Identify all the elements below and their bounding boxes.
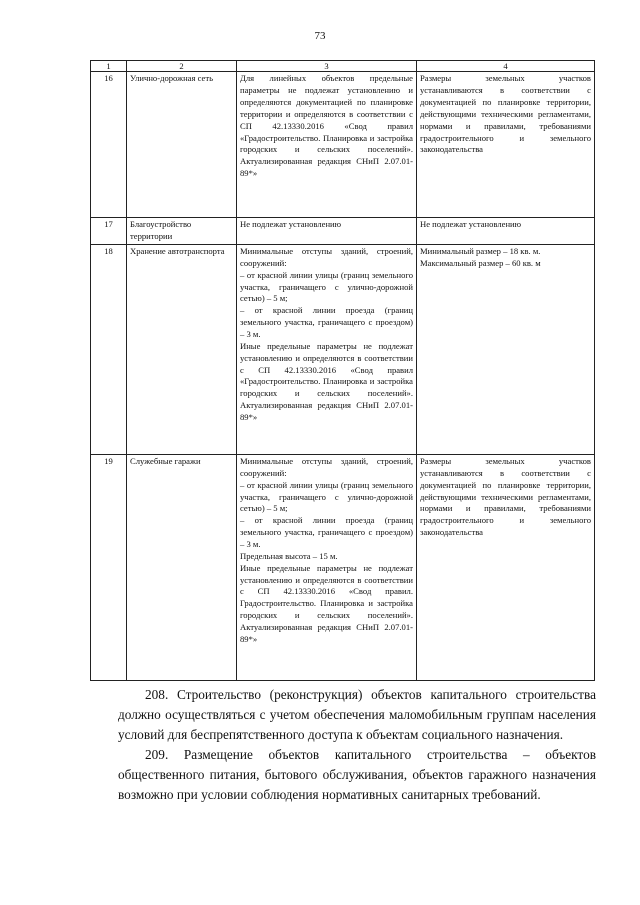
table-header-row [91,61,595,72]
header-cell: 1 [91,61,127,72]
plot-size-cell [417,455,595,681]
parameters-text: Не подлежат установлению [240,219,342,230]
plot-size-text: Максимальный размер – 60 кв. м [420,257,541,268]
table-row [91,245,595,455]
use-type-name: Улично-дорожная сеть [127,72,237,218]
page-number: 73 [314,30,326,42]
parameters-text: Минимальные отступы зданий, строений, сооружений: [240,456,413,478]
parameters-text: – от красной линии улицы (границ земельного участка, граничащего с улично-дорожной сетью) – 5 м; [240,269,413,304]
plot-size-text: Минимальный размер – 18 кв. м. [420,246,541,257]
table-row [91,218,595,245]
plot-size-text: Не подлежат установлению [420,219,522,230]
table-row [91,455,595,681]
body-text [118,685,596,805]
header-cell: 2 [127,61,237,72]
plot-size-text: Размеры земельных участков устанавливаются в соответствии с документацией по планировке территории, действующими техническими регламентами, нормами и правилами, требованиями градостроительного и земельного законодательства [420,73,591,155]
parameters-text: Иные предельные параметры не подлежат установлению и определяются в соответствии с СП 42.13330.2016 «Свод правил. Градостроительство. Планировка и застройка городских и сельских поселений». Актуализированная редакция СНиП 2.07.01-89*» [240,562,413,644]
use-type-name: Благоустройство территории [127,218,237,245]
table-row [91,72,595,218]
regulations-table [90,60,595,681]
parameters-text: – от красной линии улицы (границ земельного участка, граничащего с улично-дорожной сетью) – 5 м; [240,479,413,514]
use-type-name: Служебные гаражи [127,455,237,681]
parameters-text: – от красной линии проезда (границ земельного участка, граничащего с проездом) – 3 м. [240,515,413,550]
plot-size-cell [417,245,595,455]
row-number: 17 [91,218,127,245]
parameters-text: Иные предельные параметры не подлежат установлению и определяются в соответствии с СП 42.13330.2016 «Свод правил «Градостроительство. Планировка и застройка городских и сельских поселений». Актуализированная редакция СНиП 2.07.01-89*» [240,340,413,423]
plot-size-cell [417,72,595,218]
row-number: 18 [91,245,127,455]
parameters-cell [237,72,417,218]
parameters-text: Предельная высота – 15 м. [240,550,338,561]
parameters-text: – от красной линии проезда (границ земельного участка, граничащего с проездом) – 3 м. [240,305,413,340]
paragraph-209: 209. Размещение объектов капитального строительства – объектов общественного питания, бытового обслуживания, объектов гаражного назначения возможно при условии соблюдения нормативных санитарных требований. [118,746,596,802]
header-cell: 3 [237,61,417,72]
row-number: 16 [91,72,127,218]
header-cell: 4 [417,61,595,72]
plot-size-text: Размеры земельных участков устанавливаются в соответствии с документацией по планировке территории, действующими техническими регламентами, нормами и правилами, требованиями градостроительного и земельного законодательства [420,456,591,538]
parameters-cell [237,218,417,245]
parameters-cell [237,455,417,681]
parameters-text: Минимальные отступы зданий, строений, сооружений: [240,246,413,268]
plot-size-cell [417,218,595,245]
parameters-text: Для линейных объектов предельные параметры не подлежат установлению и определяются документацией по планировке территории и определяются в соответствии с СП 42.13330.2016 «Свод правил «Градостроительство. Планировка и застройка городских и сельских поселений». Актуализированная редакция СНиП 2.07.01-89*» [240,73,413,179]
parameters-cell [237,245,417,455]
paragraph-208: 208. Строительство (реконструкция) объектов капитального строительства должно осуществляться с учетом обеспечения маломобильным группам населения условий для беспрепятственного доступа к объектам социального назначения. [118,687,596,742]
row-number: 19 [91,455,127,681]
use-type-name: Хранение автотранспорта [127,245,237,455]
